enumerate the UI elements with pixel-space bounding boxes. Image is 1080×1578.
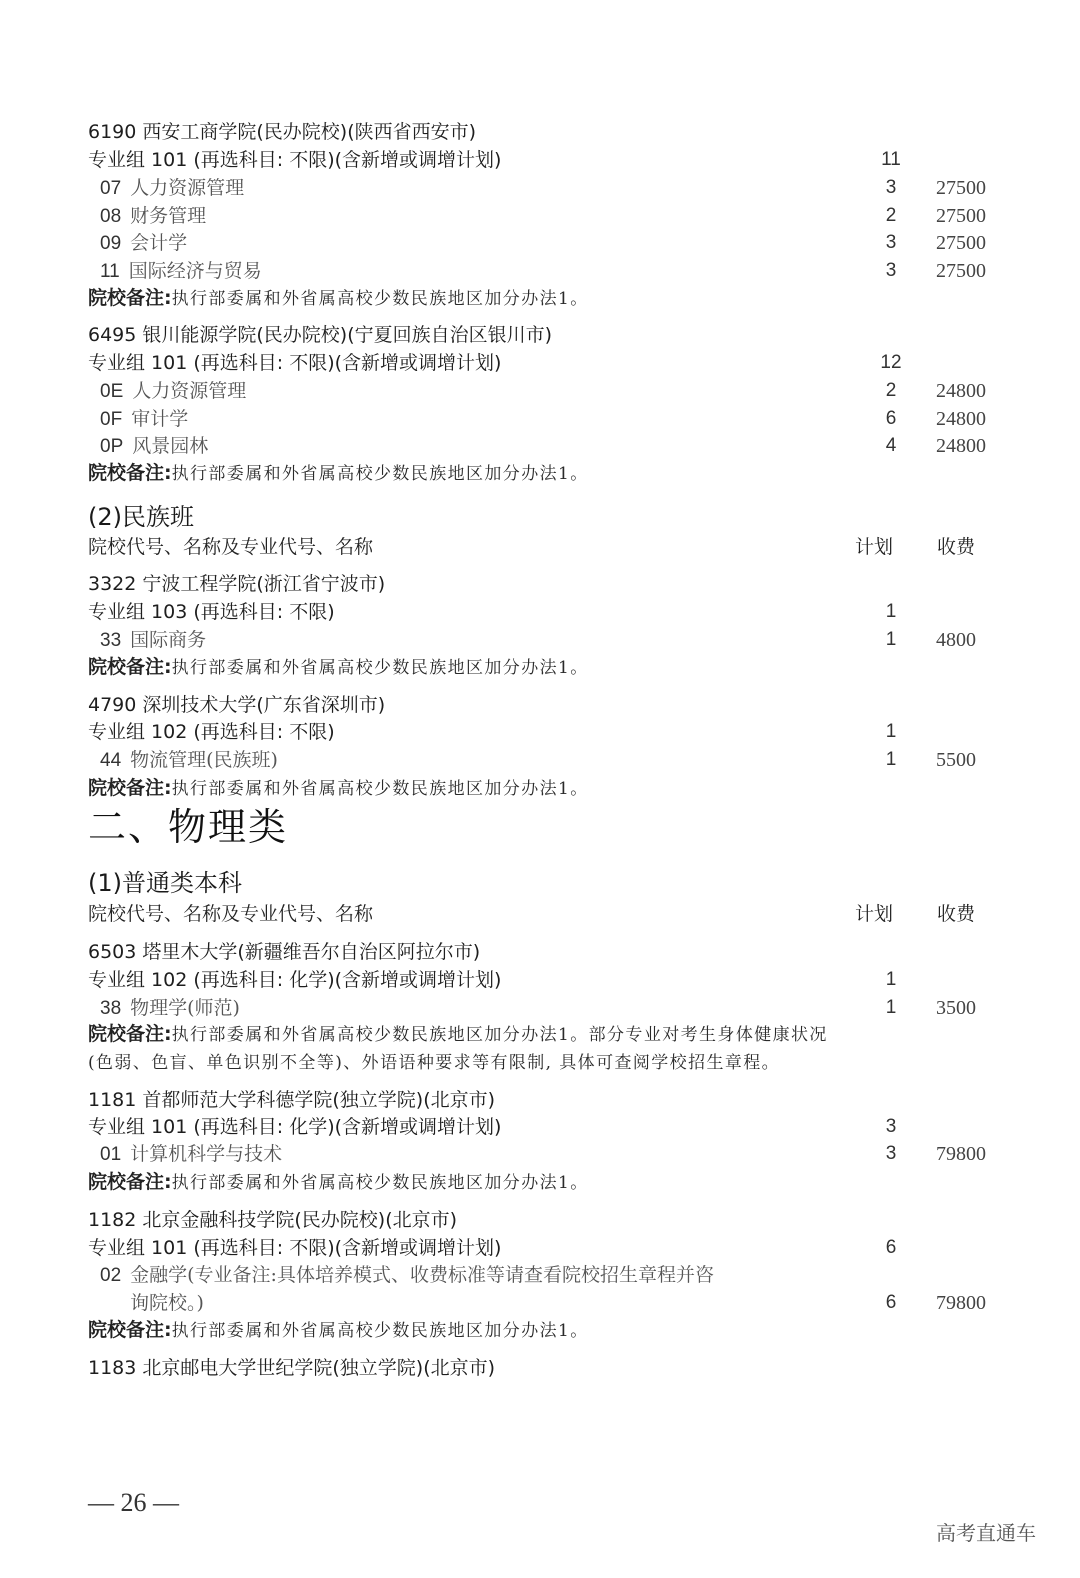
major-item xyxy=(100,1263,714,1288)
major-name: 国际商务 xyxy=(130,629,207,651)
major-fee: 5500 xyxy=(936,749,976,771)
major-name: 人力资源管理 xyxy=(132,380,247,402)
group-plan: 12 xyxy=(880,352,902,373)
major-code: 02 xyxy=(100,1265,122,1286)
major-name: 财务管理 xyxy=(130,205,207,227)
section-subtitle: (2)民族班 xyxy=(88,503,194,531)
major-plan: 1 xyxy=(885,997,897,1018)
major-fee: 27500 xyxy=(936,232,986,254)
major-group: 专业组 102 (再选科目: 不限) xyxy=(88,721,335,743)
major-group: 专业组 101 (再选科目: 不限)(含新增或调增计划) xyxy=(88,352,502,374)
watermark: 高考直通车 xyxy=(936,1521,1036,1545)
major-plan: 1 xyxy=(885,749,897,770)
major-item xyxy=(100,259,262,284)
note-label: 院校备注: xyxy=(88,656,172,678)
note-text: 执行部委属和外省属高校少数民族地区加分办法1。 xyxy=(171,464,589,484)
major-name: 会计学 xyxy=(130,232,188,254)
major-code: 01 xyxy=(100,1144,122,1165)
note-text: 执行部委属和外省属高校少数民族地区加分办法1。 xyxy=(171,658,589,678)
major-code: 09 xyxy=(100,233,122,254)
institution-4790: 4790 深圳技术大学(广东省深圳市) xyxy=(88,694,386,716)
major-group: 专业组 102 (再选科目: 化学)(含新增或调增计划) xyxy=(88,969,502,991)
major-fee: 4800 xyxy=(936,629,976,651)
institution-note xyxy=(88,461,589,486)
institution-note xyxy=(88,1318,589,1343)
major-code: 08 xyxy=(100,206,122,227)
major-plan: 3 xyxy=(885,177,897,198)
major-plan: 2 xyxy=(885,205,897,226)
institution-note xyxy=(88,1170,589,1195)
page-number: — 26 — xyxy=(88,1488,179,1517)
note-text: (色弱、色盲、单色识别不全等)、外语语种要求等有限制, 具体可查阅学校招生章程。 xyxy=(88,1053,781,1073)
institution-note xyxy=(88,1022,828,1047)
major-code: 0P xyxy=(100,436,124,457)
institution-note xyxy=(88,776,589,801)
major-item xyxy=(100,996,240,1021)
major-group: 专业组 101 (再选科目: 不限)(含新增或调增计划) xyxy=(88,149,502,171)
major-plan: 6 xyxy=(885,408,897,429)
major-name: 计算机科学与技术 xyxy=(130,1143,283,1165)
note-label: 院校备注: xyxy=(88,1023,172,1045)
major-fee: 27500 xyxy=(936,260,986,282)
major-fee: 24800 xyxy=(936,435,986,457)
major-name: 人力资源管理 xyxy=(130,177,245,199)
note-text: 执行部委属和外省属高校少数民族地区加分办法1。 xyxy=(171,779,589,799)
major-plan: 3 xyxy=(885,232,897,253)
note-label: 院校备注: xyxy=(88,462,172,484)
major-fee: 3500 xyxy=(936,997,976,1019)
major-name: 物理学(师范) xyxy=(130,997,240,1019)
major-item xyxy=(100,204,206,229)
major-name: 审计学 xyxy=(131,408,189,430)
major-plan: 3 xyxy=(885,260,897,281)
institution-6503: 6503 塔里木大学(新疆维吾尔自治区阿拉尔市) xyxy=(88,941,481,963)
institution-note-continued xyxy=(88,1050,780,1075)
institution-6495: 6495 银川能源学院(民办院校)(宁夏回族自治区银川市) xyxy=(88,324,553,346)
major-name: 国际经济与贸易 xyxy=(128,260,262,282)
column-header-name: 院校代号、名称及专业代号、名称 xyxy=(88,536,374,558)
major-item xyxy=(100,176,244,201)
group-plan: 6 xyxy=(885,1237,897,1258)
major-group: 专业组 101 (再选科目: 化学)(含新增或调增计划) xyxy=(88,1116,502,1138)
major-code: 38 xyxy=(100,998,122,1019)
major-name: 金融学(专业备注:具体培养模式、收费标准等请查看院校招生章程并咨 xyxy=(130,1264,714,1286)
major-code: 44 xyxy=(100,750,122,771)
major-code: 0F xyxy=(100,409,123,430)
major-fee: 79800 xyxy=(936,1292,986,1314)
major-plan: 1 xyxy=(885,629,897,650)
major-fee: 27500 xyxy=(936,205,986,227)
major-code: 11 xyxy=(100,261,120,282)
major-item xyxy=(100,748,278,773)
section-title: 二、物理类 xyxy=(88,805,289,849)
major-name: 风景园林 xyxy=(132,435,209,457)
major-name-continued: 询院校。) xyxy=(130,1292,204,1314)
major-code: 0E xyxy=(100,381,124,402)
institution-3322: 3322 宁波工程学院(浙江省宁波市) xyxy=(88,573,386,595)
note-label: 院校备注: xyxy=(88,1171,172,1193)
major-code: 07 xyxy=(100,178,122,199)
group-plan: 1 xyxy=(885,721,897,742)
group-plan: 3 xyxy=(885,1116,897,1137)
note-label: 院校备注: xyxy=(88,777,172,799)
note-label: 院校备注: xyxy=(88,1319,172,1341)
major-group: 专业组 103 (再选科目: 不限) xyxy=(88,601,335,623)
major-item xyxy=(100,1142,282,1167)
major-fee: 24800 xyxy=(936,380,986,402)
major-item xyxy=(100,231,187,256)
major-name: 物流管理(民族班) xyxy=(130,749,278,771)
major-item xyxy=(100,434,208,459)
institution-note xyxy=(88,655,589,680)
major-item xyxy=(100,628,206,653)
major-item xyxy=(100,407,188,432)
major-fee: 27500 xyxy=(936,177,986,199)
major-plan: 3 xyxy=(885,1143,897,1164)
column-header-fee: 收费 xyxy=(937,536,976,558)
note-text: 执行部委属和外省属高校少数民族地区加分办法1。 xyxy=(171,1173,589,1193)
major-fee: 24800 xyxy=(936,408,986,430)
column-header-fee: 收费 xyxy=(937,903,976,925)
major-plan: 6 xyxy=(885,1292,897,1313)
major-fee: 79800 xyxy=(936,1143,986,1165)
column-header-name: 院校代号、名称及专业代号、名称 xyxy=(88,903,374,925)
column-header-plan: 计划 xyxy=(855,536,894,558)
major-group: 专业组 101 (再选科目: 不限)(含新增或调增计划) xyxy=(88,1237,502,1259)
note-label: 院校备注: xyxy=(88,287,172,309)
institution-1181: 1181 首都师范大学科德学院(独立学院)(北京市) xyxy=(88,1089,496,1111)
institution-note xyxy=(88,286,589,311)
major-plan: 4 xyxy=(885,435,897,456)
column-header-plan: 计划 xyxy=(855,903,894,925)
major-code: 33 xyxy=(100,630,122,651)
note-text: 执行部委属和外省属高校少数民族地区加分办法1。部分专业对考生身体健康状况 xyxy=(171,1025,828,1045)
institution-6190: 6190 西安工商学院(民办院校)(陕西省西安市) xyxy=(88,121,477,143)
major-plan: 2 xyxy=(885,380,897,401)
section-subtitle: (1)普通类本科 xyxy=(88,869,242,897)
institution-1182: 1182 北京金融科技学院(民办院校)(北京市) xyxy=(88,1209,458,1231)
institution-1183: 1183 北京邮电大学世纪学院(独立学院)(北京市) xyxy=(88,1357,496,1379)
group-plan: 1 xyxy=(885,969,897,990)
group-plan: 1 xyxy=(885,601,897,622)
note-text: 执行部委属和外省属高校少数民族地区加分办法1。 xyxy=(171,289,589,309)
note-text: 执行部委属和外省属高校少数民族地区加分办法1。 xyxy=(171,1321,589,1341)
group-plan: 11 xyxy=(881,149,901,170)
major-item xyxy=(100,379,246,404)
